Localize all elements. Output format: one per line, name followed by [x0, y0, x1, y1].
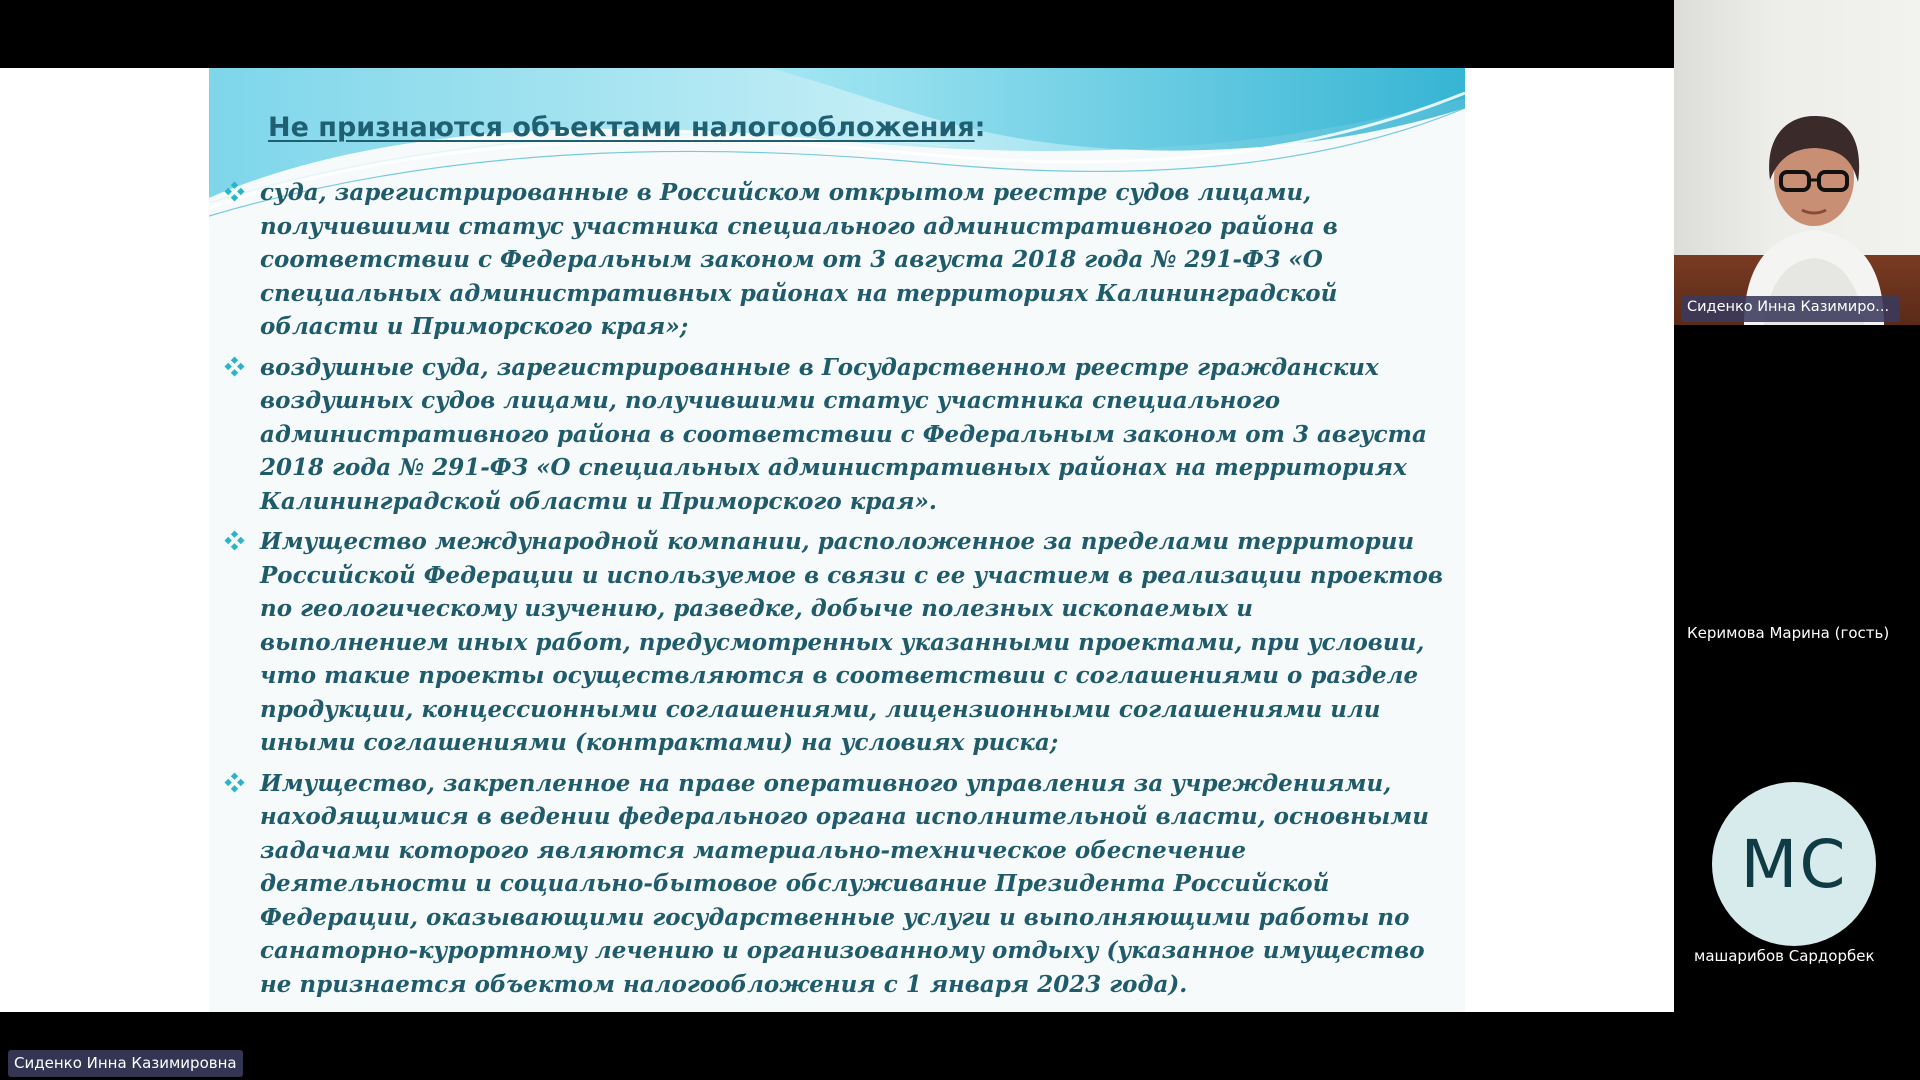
- screen-share-area: [0, 68, 1674, 1012]
- bullet-item: [224, 767, 1449, 1002]
- diamond-bullet-icon: [224, 356, 245, 377]
- presenter-name-tag: Сиденко Инна Казимировна: [8, 1050, 243, 1077]
- bullet-text: воздушные суда, зарегистрированные в Государственном реестре гражданских воздушных судов лицами, получившими статус участника специального административного района в соответствии с Федеральным законом от 3 августа 2018 года № 291-ФЗ «О специальных административных районах на территориях Калининградской области и Приморского края».: [260, 353, 1427, 515]
- avatar: MC: [1712, 782, 1876, 946]
- speaker-video-icon: [1734, 110, 1894, 325]
- participant-tile-guest[interactable]: [1674, 330, 1920, 658]
- participants-panel: [1674, 0, 1920, 1080]
- participant-tile-ms[interactable]: [1674, 662, 1920, 992]
- slide-bullet-list: [224, 176, 1449, 1008]
- participant-name-guest: Керимова Марина (гость): [1687, 624, 1890, 642]
- slide-title: [268, 112, 985, 143]
- bullet-item: [224, 525, 1449, 760]
- presentation-slide: [209, 68, 1465, 1012]
- bullet-text: Имущество международной компании, расположенное за пределами территории Российской Федерации и используемое в связи с ее участием в реализации проектов по геологическому изучению, разведке, добыче полезных ископаемых и выполнением иных работ, предусмотренных указанными проектами, при условии, что такие проекты осуществляются в соответствии с соглашениями о разделе продукции, концессионными соглашениями, лицензионными соглашениями или иными соглашениями (контрактами) на условиях риска;: [260, 528, 1443, 756]
- slide-title-colon: :: [974, 112, 986, 143]
- participant-name-speaker: Сиденко Инна Казимиро...: [1681, 296, 1900, 322]
- bullet-text: суда, зарегистрированные в Российском открытом реестре судов лицами, получившими статус участника специального административного района в соответствии с Федеральным законом от 3 августа 2018 года № 291-ФЗ «О специальных административных районах на территориях Калининградской области и Приморского края»;: [260, 179, 1338, 340]
- participant-tile-speaker[interactable]: [1674, 0, 1920, 325]
- bullet-text: Имущество, закрепленное на праве оперативного управления за учреждениями, находящимися в ведении федерального органа исполнительной власти, основными задачами которого являются материально-техническое обеспечение деятельности и социально-бытовое обслуживание Президента Российской Федерации, оказывающими государственные услуги и выполняющими работы по санаторно-курортному лечению и организованному отдыху (указанное имущество не признается объектом налогообложения с 1 января 2023 года).: [260, 769, 1429, 998]
- bullet-item: [224, 351, 1449, 519]
- diamond-bullet-icon: [224, 772, 245, 793]
- diamond-bullet-icon: [224, 181, 245, 202]
- participant-name-ms: машарибов Сардорбек: [1694, 947, 1875, 965]
- slide-title-text: Не признаются объектами налогообложения: [268, 112, 975, 143]
- diamond-bullet-icon: [224, 530, 245, 551]
- bullet-item: [224, 176, 1449, 344]
